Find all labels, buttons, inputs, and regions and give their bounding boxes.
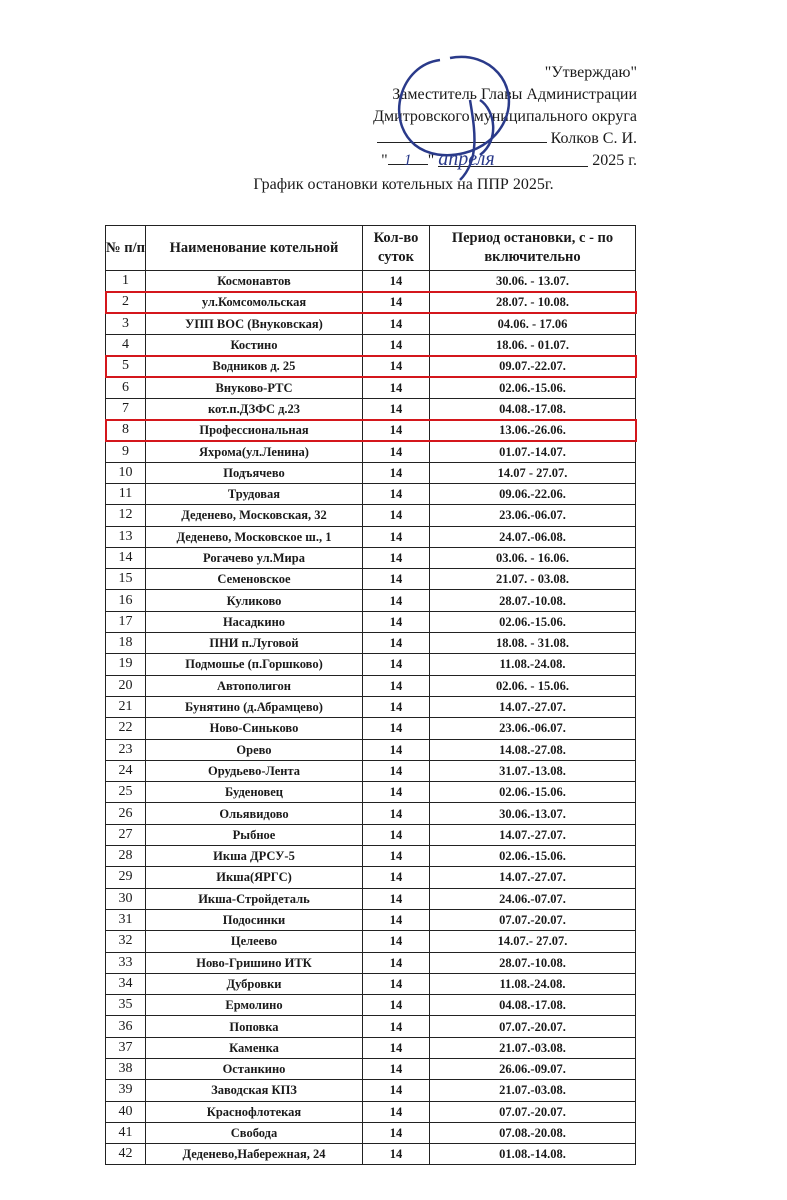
row-number: 26: [106, 803, 146, 824]
row-number: 25: [106, 782, 146, 803]
table-row: [106, 1037, 636, 1058]
boiler-name: Автополигон: [146, 675, 363, 696]
stop-period: 14.07.-27.07.: [430, 824, 636, 845]
table-row: [106, 441, 636, 462]
boiler-name: Внуково-РТС: [146, 377, 363, 398]
table-row: [106, 846, 636, 867]
row-number: 3: [106, 313, 146, 334]
table-row: [106, 654, 636, 675]
row-number: 32: [106, 931, 146, 952]
days-count: 14: [363, 590, 430, 611]
table-row: [106, 718, 636, 739]
days-count: 14: [363, 611, 430, 632]
days-count: 14: [363, 931, 430, 952]
days-count: 14: [363, 803, 430, 824]
row-number: 7: [106, 398, 146, 419]
days-count: 14: [363, 1037, 430, 1058]
boiler-name: Костино: [146, 334, 363, 355]
approval-year: 2025 г.: [592, 152, 637, 169]
boiler-name: Деденево, Московская, 32: [146, 505, 363, 526]
boiler-name: Икша ДРСУ-5: [146, 846, 363, 867]
table-row: [106, 1058, 636, 1079]
table-row: [106, 888, 636, 909]
stop-period: 01.07.-14.07.: [430, 441, 636, 462]
row-number: 29: [106, 867, 146, 888]
stop-period: 31.07.-13.08.: [430, 760, 636, 781]
stop-period: 02.06. - 15.06.: [430, 675, 636, 696]
stop-period: 30.06. - 13.07.: [430, 271, 636, 292]
stop-period: 07.07.-20.07.: [430, 909, 636, 930]
boiler-name: Рогачево ул.Мира: [146, 547, 363, 568]
table-row: [106, 696, 636, 717]
table-header-row: [106, 226, 636, 271]
days-count: 14: [363, 569, 430, 590]
row-number: 41: [106, 1122, 146, 1143]
table-row: [106, 995, 636, 1016]
days-count: 14: [363, 739, 430, 760]
days-count: 14: [363, 1016, 430, 1037]
table-row: [106, 526, 636, 547]
stop-period: 04.08.-17.08.: [430, 398, 636, 419]
stop-period: 09.06.-22.06.: [430, 483, 636, 504]
stop-period: 07.07.-20.07.: [430, 1101, 636, 1122]
boiler-name: кот.п.ДЗФС д.23: [146, 398, 363, 419]
days-count: 14: [363, 505, 430, 526]
table-row-highlighted: [106, 420, 636, 441]
days-count: 14: [363, 292, 430, 313]
stop-period: 04.06. - 17.06: [430, 313, 636, 334]
table-row: [106, 505, 636, 526]
days-count: 14: [363, 1122, 430, 1143]
row-number: 6: [106, 377, 146, 398]
boiler-name: Насадкино: [146, 611, 363, 632]
stop-period: 02.06.-15.06.: [430, 846, 636, 867]
stop-period: 04.08.-17.08.: [430, 995, 636, 1016]
row-number: 28: [106, 846, 146, 867]
table-row: [106, 931, 636, 952]
stop-period: 02.06.-15.06.: [430, 377, 636, 398]
row-number: 31: [106, 909, 146, 930]
table-row: [106, 1144, 636, 1165]
boiler-name: Икша(ЯРГС): [146, 867, 363, 888]
boiler-name: УПП ВОС (Внуковская): [146, 313, 363, 334]
table-row: [106, 1101, 636, 1122]
stop-period: 21.07.-03.08.: [430, 1037, 636, 1058]
days-count: 14: [363, 1144, 430, 1165]
row-number: 30: [106, 888, 146, 909]
row-number: 17: [106, 611, 146, 632]
table-row: [106, 483, 636, 504]
stop-period: 14.07 - 27.07.: [430, 462, 636, 483]
boiler-name: Орудьево-Лента: [146, 760, 363, 781]
table-row: [106, 1122, 636, 1143]
row-number: 27: [106, 824, 146, 845]
row-number: 22: [106, 718, 146, 739]
days-count: 14: [363, 313, 430, 334]
days-count: 14: [363, 441, 430, 462]
days-count: 14: [363, 846, 430, 867]
table-row: [106, 611, 636, 632]
approver-name: Колков С. И.: [550, 130, 637, 147]
stop-period: 14.07.-27.07.: [430, 867, 636, 888]
stop-period: 14.07.- 27.07.: [430, 931, 636, 952]
boiler-name: Деденево, Московское ш., 1: [146, 526, 363, 547]
boiler-name: Дубровки: [146, 973, 363, 994]
header-days: Кол-во суток: [363, 226, 430, 271]
days-count: 14: [363, 867, 430, 888]
row-number: 21: [106, 696, 146, 717]
row-number: 8: [106, 420, 146, 441]
row-number: 42: [106, 1144, 146, 1165]
days-count: 14: [363, 824, 430, 845]
days-count: 14: [363, 356, 430, 377]
boiler-name: Краснофлотекая: [146, 1101, 363, 1122]
table-row-highlighted: [106, 356, 636, 377]
row-number: 33: [106, 952, 146, 973]
days-count: 14: [363, 483, 430, 504]
stop-period: 01.08.-14.08.: [430, 1144, 636, 1165]
boiler-name: ул.Комсомольская: [146, 292, 363, 313]
row-number: 4: [106, 334, 146, 355]
row-number: 38: [106, 1058, 146, 1079]
stop-period: 30.06.-13.07.: [430, 803, 636, 824]
days-count: 14: [363, 909, 430, 930]
boiler-name: Целеево: [146, 931, 363, 952]
table-row: [106, 1016, 636, 1037]
approval-stamp: "Утверждаю": [544, 64, 637, 81]
boiler-name: Семеновское: [146, 569, 363, 590]
boiler-name: Яхрома(ул.Ленина): [146, 441, 363, 462]
boiler-name: Буденовец: [146, 782, 363, 803]
stop-period: 03.06. - 16.06.: [430, 547, 636, 568]
stop-period: 23.06.-06.07.: [430, 505, 636, 526]
boiler-name: Ольявидово: [146, 803, 363, 824]
boiler-name: Ново-Гришино ИТК: [146, 952, 363, 973]
table-row-highlighted: [106, 292, 636, 313]
row-number: 37: [106, 1037, 146, 1058]
days-count: 14: [363, 995, 430, 1016]
row-number: 36: [106, 1016, 146, 1037]
boiler-name: Трудовая: [146, 483, 363, 504]
row-number: 40: [106, 1101, 146, 1122]
stop-period: 09.07.-22.07.: [430, 356, 636, 377]
stop-period: 14.07.-27.07.: [430, 696, 636, 717]
boiler-name: Орево: [146, 739, 363, 760]
days-count: 14: [363, 1080, 430, 1101]
table-row: [106, 569, 636, 590]
row-number: 12: [106, 505, 146, 526]
boiler-name: Куликово: [146, 590, 363, 611]
days-count: 14: [363, 420, 430, 441]
boiler-name: Профессиональная: [146, 420, 363, 441]
stop-period: 28.07. - 10.08.: [430, 292, 636, 313]
table-row: [106, 867, 636, 888]
days-count: 14: [363, 1058, 430, 1079]
table-row: [106, 462, 636, 483]
document-title: График остановки котельных на ППР 2025г.: [253, 176, 554, 193]
table-row: [106, 973, 636, 994]
table-row: [106, 271, 636, 292]
days-count: 14: [363, 782, 430, 803]
table-row: [106, 590, 636, 611]
header-period: Период остановки, с - по включительно: [430, 226, 636, 271]
days-count: 14: [363, 547, 430, 568]
table-row: [106, 803, 636, 824]
boiler-name: Подмошье (п.Горшково): [146, 654, 363, 675]
days-count: 14: [363, 675, 430, 696]
approval-position-line1: Заместитель Главы Администрации: [392, 86, 637, 103]
stop-period: 02.06.-15.06.: [430, 611, 636, 632]
row-number: 15: [106, 569, 146, 590]
stop-period: 18.08. - 31.08.: [430, 633, 636, 654]
boiler-name: Поповка: [146, 1016, 363, 1037]
table-row: [106, 547, 636, 568]
boiler-name: Ново-Синьково: [146, 718, 363, 739]
row-number: 2: [106, 292, 146, 313]
days-count: 14: [363, 760, 430, 781]
row-number: 24: [106, 760, 146, 781]
stop-period: 21.07. - 03.08.: [430, 569, 636, 590]
row-number: 35: [106, 995, 146, 1016]
days-count: 14: [363, 973, 430, 994]
days-count: 14: [363, 377, 430, 398]
boiler-name: Заводская КПЗ: [146, 1080, 363, 1101]
boiler-name: Бунятино (д.Абрамцево): [146, 696, 363, 717]
row-number: 18: [106, 633, 146, 654]
days-count: 14: [363, 271, 430, 292]
table-row: [106, 952, 636, 973]
table-row: [106, 313, 636, 334]
boiler-name: Рыбное: [146, 824, 363, 845]
stop-period: 28.07.-10.08.: [430, 590, 636, 611]
row-number: 14: [106, 547, 146, 568]
days-count: 14: [363, 718, 430, 739]
approval-block: "Утверждаю" Заместитель Главы Администрации Дмитровского муниципального округа Колков С. И. " 1 " апреля 2025 г.: [373, 64, 637, 170]
boiler-name: Свобода: [146, 1122, 363, 1143]
stop-period: 18.06. - 01.07.: [430, 334, 636, 355]
days-count: 14: [363, 952, 430, 973]
approval-day: 1: [388, 150, 428, 165]
days-count: 14: [363, 888, 430, 909]
days-count: 14: [363, 334, 430, 355]
days-count: 14: [363, 462, 430, 483]
row-number: 16: [106, 590, 146, 611]
stop-period: 11.08.-24.08.: [430, 654, 636, 675]
table-row: [106, 824, 636, 845]
days-count: 14: [363, 1101, 430, 1122]
stop-period: 13.06.-26.06.: [430, 420, 636, 441]
boiler-name: Водников д. 25: [146, 356, 363, 377]
approval-position-line2: Дмитровского муниципального округа: [373, 108, 637, 125]
boiler-name: Каменка: [146, 1037, 363, 1058]
stop-period: 21.07.-03.08.: [430, 1080, 636, 1101]
days-count: 14: [363, 526, 430, 547]
table-row: [106, 675, 636, 696]
row-number: 23: [106, 739, 146, 760]
table-row: [106, 398, 636, 419]
stop-period: 23.06.-06.07.: [430, 718, 636, 739]
table-row: [106, 739, 636, 760]
row-number: 20: [106, 675, 146, 696]
row-number: 39: [106, 1080, 146, 1101]
row-number: 34: [106, 973, 146, 994]
boiler-name: Подосинки: [146, 909, 363, 930]
table-row: [106, 377, 636, 398]
stop-period: 07.07.-20.07.: [430, 1016, 636, 1037]
days-count: 14: [363, 654, 430, 675]
boiler-schedule-table: [105, 225, 636, 1165]
stop-period: 26.06.-09.07.: [430, 1058, 636, 1079]
boiler-name: Икша-Стройдеталь: [146, 888, 363, 909]
stop-period: 24.07.-06.08.: [430, 526, 636, 547]
row-number: 19: [106, 654, 146, 675]
boiler-name: Останкино: [146, 1058, 363, 1079]
stop-period: 07.08.-20.08.: [430, 1122, 636, 1143]
stop-period: 24.06.-07.07.: [430, 888, 636, 909]
table-row: [106, 909, 636, 930]
boiler-name: Космонавтов: [146, 271, 363, 292]
days-count: 14: [363, 696, 430, 717]
days-count: 14: [363, 633, 430, 654]
boiler-name: ПНИ п.Луговой: [146, 633, 363, 654]
row-number: 5: [106, 356, 146, 377]
days-count: 14: [363, 398, 430, 419]
row-number: 1: [106, 271, 146, 292]
boiler-name: Ермолино: [146, 995, 363, 1016]
table-row: [106, 1080, 636, 1101]
approval-month: апреля: [438, 152, 588, 167]
row-number: 11: [106, 483, 146, 504]
table-row: [106, 782, 636, 803]
row-number: 13: [106, 526, 146, 547]
stop-period: 11.08.-24.08.: [430, 973, 636, 994]
stop-period: 14.08.-27.08.: [430, 739, 636, 760]
stop-period: 28.07.-10.08.: [430, 952, 636, 973]
row-number: 10: [106, 462, 146, 483]
header-name: Наименование котельной: [146, 226, 363, 271]
row-number: 9: [106, 441, 146, 462]
table-row: [106, 633, 636, 654]
boiler-name: Подъячево: [146, 462, 363, 483]
table-row: [106, 334, 636, 355]
boiler-name: Деденево,Набережная, 24: [146, 1144, 363, 1165]
table-row: [106, 760, 636, 781]
stop-period: 02.06.-15.06.: [430, 782, 636, 803]
header-number: № п/п: [106, 226, 146, 271]
